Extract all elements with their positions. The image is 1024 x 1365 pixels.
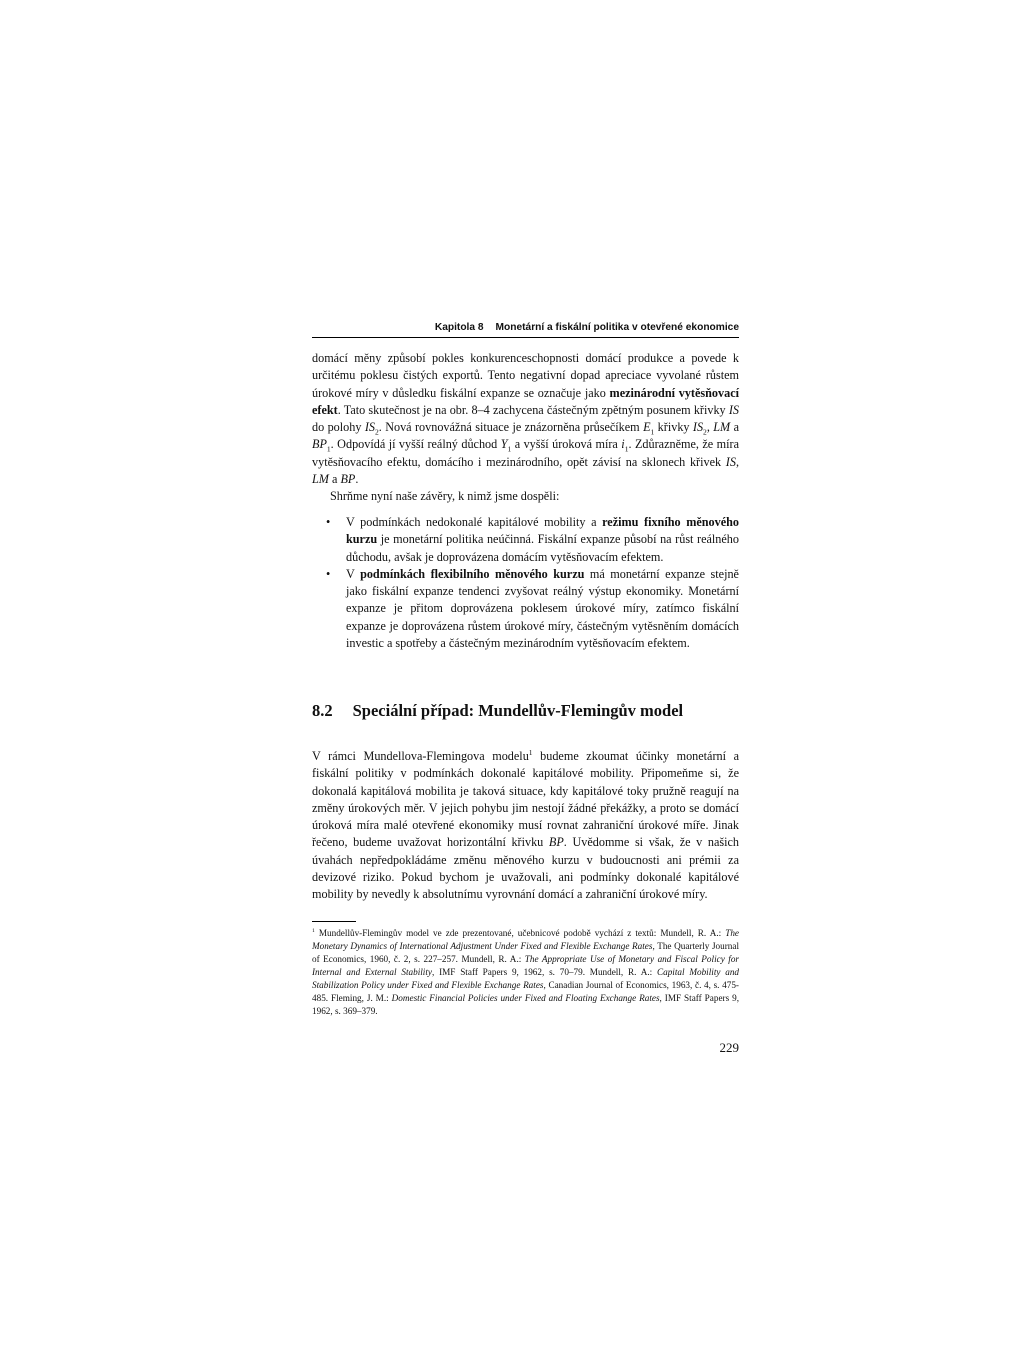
text-run: , IMF Staff Papers 9, 1962, s. 369–379. [312, 993, 739, 1016]
running-header [312, 322, 739, 333]
list-item [312, 514, 739, 566]
text-run: křivky [654, 420, 693, 435]
conclusions-list [312, 514, 739, 652]
chapter-number: Kapitola 8 [434, 322, 484, 333]
footnote-rule [312, 921, 356, 922]
section-number: 8.2 [312, 701, 333, 720]
term-fixed-exchange-rate: režimu fixního měnového kurzu [346, 515, 740, 547]
subscript: 1 [624, 444, 629, 454]
summary-intro: Shrňme nyní naše závěry, k nimž jsme dospěli: [330, 489, 560, 504]
text-run: . Nová rovnovážná situace je znázorněna průsečíkem [378, 420, 644, 435]
text-run: , Canadian Journal of Economics, 1963, č. 4, s. 475-485. Fleming, J. M.: [312, 980, 739, 1003]
text-run: . Uvědomme si však, že v našich úvahách nepředpokládáme změnu měnového kurzu v budoucnosti ani prémii za devizové riziko. Pokud bychom je uvažovali, ani podmínky dokonalé kapitálové mobility by nevedly k absolutnímu vyrovnání domácí a zahraniční úrokové míry. [312, 835, 739, 902]
text-run: , IMF Staff Papers 9, 1962, s. 70–79. Mundell, R. A.: [432, 967, 657, 977]
footnote-text [312, 927, 739, 1018]
bullet-icon: • [326, 515, 331, 529]
text-run: . Zdůrazněme, že míra vytěsňovacího efektu, domácího i mezinárodního, opět závisí na sklonech křivek [312, 437, 739, 469]
citation-title: The Monetary Dynamics of International Adjustment Under Fixed and Flexible Exchange Rates [312, 928, 739, 951]
term-flexible-exchange-rate: podmínkách flexibilního měnového kurzu [360, 566, 585, 581]
subscript: 2 [374, 427, 379, 437]
symbol-is: IS [725, 454, 736, 469]
text-run: a [328, 472, 341, 487]
text-run: do polohy [312, 420, 365, 435]
text-run: . Tato skutečnost je na obr. 8–4 zachycena částečným zpětným posunem křivky [337, 402, 729, 417]
symbol-is2: IS [692, 420, 704, 435]
paragraph-text [312, 748, 739, 904]
text-run: má monetární expanze stejně jako fiskální expanze tendenci zvyšovat reálný výstup ekonomiky. Monetární expanze je přitom doprovázena poklesem úrokové míry, zatímco fiskální expanze je doprovázena růstem úrokové míry, částečným vytěsněním domácích investic a spotřeby a částečným mezinárodním vytěsňovacím efektem. [346, 566, 739, 651]
symbol-y1: Y [500, 437, 508, 452]
symbol-lm: LM [713, 420, 731, 435]
text-run: a vyšší úroková míra [511, 437, 622, 452]
text-run: Mundellův-Flemingův model ve zde prezentované, učebnicové podobě vychází z textů: Mundell, R. A.: [314, 928, 726, 938]
text-run: budeme zkoumat účinky monetární a fiskální politiky v podmínkách dokonalé kapitálové mobility. Připomeňme si, že dokonalá kapitálová mobilita je taková situace, kdy kapitálové toky pružně reagují na změny úrokových měr. V jejich pohybu jim nestojí žádné překážky, a proto se domácí úroková míra malé otevřené ekonomiky musí rovnat zahraniční úrokové míře. Jinak řečeno, budeme uvažovat horizontální křivku [312, 749, 739, 850]
term-international-crowding-out: mezinárodní vytěsňovací efekt [312, 385, 739, 417]
footnote-reference[interactable]: 1 [528, 747, 533, 757]
symbol-bp1: BP [312, 437, 327, 452]
subscript: 1 [650, 427, 655, 437]
symbol-e1: E [643, 420, 651, 435]
text-run: V rámci Mundellova-Flemingova modelu [312, 749, 529, 763]
text-run: a [730, 420, 739, 435]
text-run: V [346, 566, 361, 581]
symbol-is: IS [728, 402, 739, 417]
subscript: 1 [507, 444, 512, 454]
paragraph-text [312, 350, 739, 488]
header-rule [312, 337, 739, 338]
text-run: V podmínkách nedokonalé kapitálové mobility a [346, 515, 603, 529]
chapter-title: Monetární a fiskální politika v otevřené ekonomice [495, 322, 739, 333]
subscript: 1 [326, 444, 331, 454]
text-run: domácí měny způsobí pokles konkurenceschopnosti domácí produkce a povede k určitému poklesu čistých exportů. Tento negativní dopad apreciace vyvolané růstem úrokové míry v důsledku fiskální expanze se označuje jako [312, 351, 739, 400]
citation-title: Domestic Financial Policies under Fixed and Floating Exchange Rates [391, 993, 660, 1003]
page-number: 229 [719, 1040, 739, 1055]
symbol-lm: LM [312, 472, 329, 487]
paragraph-mundell-fleming [312, 748, 739, 904]
text-run: . [355, 472, 359, 487]
bullet-icon: • [326, 566, 331, 581]
text-run: . Odpovídá jí vyšší reálný důchod [330, 437, 501, 452]
text-run: , [706, 420, 714, 435]
section-title-text: Speciální případ: Mundellův-Flemingův model [352, 701, 684, 720]
paragraph-crowding-out [312, 350, 739, 506]
footnote [312, 927, 739, 1018]
text-run: , [735, 454, 739, 469]
text-run: je monetární politika neúčinná. Fiskální expanze působí na růst reálného důchodu, avšak je doprovázena domácím vytěsňovacím efektem. [346, 532, 739, 564]
subscript: 2 [703, 427, 707, 437]
symbol-bp: BP [340, 472, 356, 487]
text-run: , The Quarterly Journal of Economics, 1960, č. 2, s. 227–257. Mundell, R. A.: [312, 941, 739, 964]
symbol-is2: IS [364, 420, 375, 435]
citation-title: The Appropriate Use of Monetary and Fiscal Policy for Internal and External Stability [312, 954, 739, 977]
footnote-mark: 1 [312, 927, 315, 934]
citation-title: Capital Mobility and Stabilization Policy under Fixed and Flexible Exchange Rates [312, 967, 740, 990]
symbol-bp: BP [548, 835, 564, 850]
list-item [312, 566, 739, 652]
section-heading [312, 701, 683, 721]
symbol-i1: i [621, 437, 625, 452]
